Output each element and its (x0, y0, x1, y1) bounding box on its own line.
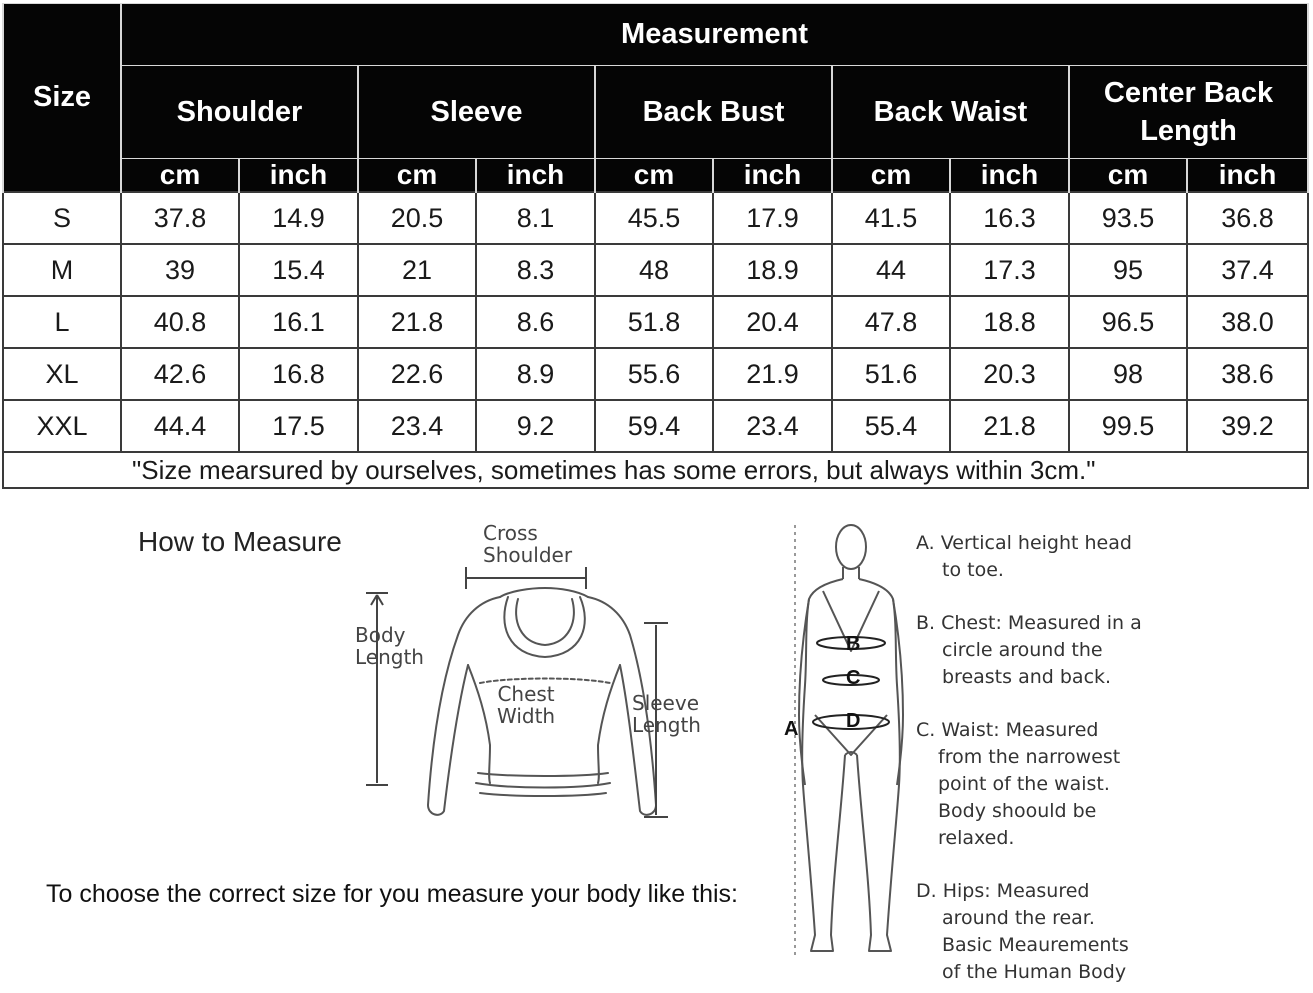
value-cell: 22.6 (358, 348, 476, 400)
table-row (3, 192, 1308, 244)
guide-instruction: To choose the correct size for you measure your body like this: (46, 880, 738, 908)
size-cell: L (3, 296, 121, 348)
value-cell: 18.8 (950, 296, 1069, 348)
value-cell: 16.1 (239, 296, 358, 348)
value-cell: 23.4 (713, 400, 832, 452)
value-cell: 40.8 (121, 296, 239, 348)
note-hips: D. Hips: Measured around the rear. Basic Meaurements of the Human Body (916, 880, 1129, 983)
group-header-row (3, 66, 1308, 159)
unit-header-row (3, 159, 1308, 193)
value-cell: 8.1 (476, 192, 595, 244)
figure-letter-d: D (846, 710, 861, 732)
size-cell: XXL (3, 400, 121, 452)
unit-header: cm (832, 159, 950, 193)
note-chest: B. Chest: Measured in a circle around the breasts and back. (916, 612, 1142, 688)
table-row (3, 348, 1308, 400)
unit-header: inch (239, 159, 358, 193)
value-cell: 20.3 (950, 348, 1069, 400)
group-header: Sleeve (358, 66, 595, 159)
value-cell: 8.6 (476, 296, 595, 348)
unit-header: cm (595, 159, 713, 193)
value-cell: 23.4 (358, 400, 476, 452)
value-cell: 42.6 (121, 348, 239, 400)
value-cell: 41.5 (832, 192, 950, 244)
figure-letter-c: C (846, 667, 861, 689)
value-cell: 16.8 (239, 348, 358, 400)
value-cell: 51.8 (595, 296, 713, 348)
value-cell: 37.4 (1187, 244, 1308, 296)
size-cell: M (3, 244, 121, 296)
value-cell: 17.5 (239, 400, 358, 452)
unit-header: cm (121, 159, 239, 193)
value-cell: 96.5 (1069, 296, 1187, 348)
value-cell: 59.4 (595, 400, 713, 452)
value-cell: 20.5 (358, 192, 476, 244)
value-cell: 44.4 (121, 400, 239, 452)
value-cell: 99.5 (1069, 400, 1187, 452)
value-cell: 51.6 (832, 348, 950, 400)
value-cell: 21 (358, 244, 476, 296)
value-cell: 93.5 (1069, 192, 1187, 244)
unit-header: cm (358, 159, 476, 193)
sleeve-length-label: Sleeve Length (632, 691, 701, 737)
group-header: Center Back Length (1069, 66, 1308, 159)
value-cell: 16.3 (950, 192, 1069, 244)
value-cell: 47.8 (832, 296, 950, 348)
value-cell: 21.9 (713, 348, 832, 400)
unit-header: inch (1187, 159, 1308, 193)
size-header: Size (3, 4, 121, 193)
size-cell: XL (3, 348, 121, 400)
value-cell: 9.2 (476, 400, 595, 452)
unit-header: cm (1069, 159, 1187, 193)
note-height: A. Vertical height head to toe. (916, 532, 1132, 581)
group-header: Back Waist (832, 66, 1069, 159)
value-cell: 95 (1069, 244, 1187, 296)
unit-header: inch (713, 159, 832, 193)
table-note: "Size mearsured by ourselves, sometimes has some errors, but always within 3cm." (3, 452, 1308, 488)
figure-letter-a: A (784, 718, 799, 740)
value-cell: 39.2 (1187, 400, 1308, 452)
value-cell: 21.8 (358, 296, 476, 348)
note-waist: C. Waist: Measured from the narrowest point of the waist. Body shoould be relaxed. (916, 719, 1121, 849)
group-header: Back Bust (595, 66, 832, 159)
value-cell: 38.0 (1187, 296, 1308, 348)
size-cell: S (3, 192, 121, 244)
measurement-header: Measurement (121, 4, 1308, 66)
measurement-notes (916, 530, 1176, 993)
table-row (3, 400, 1308, 452)
guide-title: How to Measure (138, 526, 342, 557)
value-cell: 18.9 (713, 244, 832, 296)
table-row (3, 244, 1308, 296)
value-cell: 21.8 (950, 400, 1069, 452)
body-length-label: Body Length (355, 623, 424, 669)
chest-width-label: Chest Width (497, 682, 556, 728)
table-row (3, 296, 1308, 348)
value-cell: 15.4 (239, 244, 358, 296)
value-cell: 44 (832, 244, 950, 296)
value-cell: 8.9 (476, 348, 595, 400)
value-cell: 20.4 (713, 296, 832, 348)
cross-shoulder-label: Cross Shoulder (483, 521, 573, 567)
unit-header: inch (950, 159, 1069, 193)
value-cell: 45.5 (595, 192, 713, 244)
value-cell: 17.3 (950, 244, 1069, 296)
size-chart-table (2, 3, 1309, 489)
figure-letter-b: B (846, 633, 861, 655)
value-cell: 37.8 (121, 192, 239, 244)
value-cell: 17.9 (713, 192, 832, 244)
unit-header: inch (476, 159, 595, 193)
value-cell: 38.6 (1187, 348, 1308, 400)
value-cell: 98 (1069, 348, 1187, 400)
value-cell: 39 (121, 244, 239, 296)
value-cell: 36.8 (1187, 192, 1308, 244)
group-header: Shoulder (121, 66, 358, 159)
value-cell: 48 (595, 244, 713, 296)
value-cell: 14.9 (239, 192, 358, 244)
value-cell: 8.3 (476, 244, 595, 296)
value-cell: 55.6 (595, 348, 713, 400)
value-cell: 55.4 (832, 400, 950, 452)
